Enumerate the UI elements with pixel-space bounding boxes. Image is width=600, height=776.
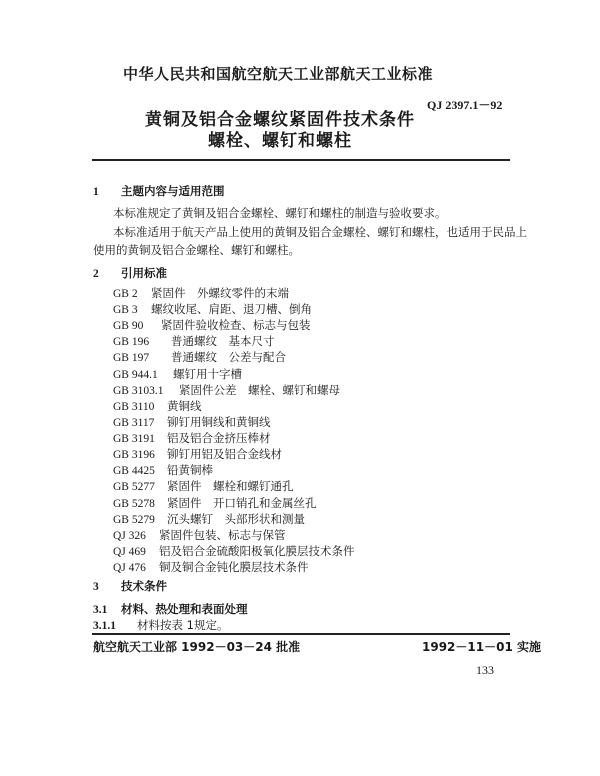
section-number: 1 [93,186,99,198]
subsection-heading: 3.1 材料、热处理和表面处理 [93,602,248,616]
reference-item: QJ 476 铜及铜合金钝化膜层技术条件 [113,560,309,574]
document-title: 黄铜及铝合金螺纹紧固件技术条件 [145,110,415,130]
reference-item: GB 4425 铅黄铜棒 [113,463,213,478]
reference-item: QJ 469 铝及铝合金硫酸阳极氧化膜层技术条件 [113,543,355,558]
implementation-date: 1992－11－01 实施 [422,640,541,654]
section-title: 主题内容与适用范围 [121,184,225,198]
section-heading-3 [93,578,167,594]
reference-item: GB 3103.1 紧固件公差 螺栓、螺钉和螺母 [113,382,340,397]
reference-item: GB 5277 紧固件 螺栓和螺钉通孔 [113,479,294,494]
paragraph: 本标准适用于航天产品上使用的黄铜及铝合金螺栓、螺钉和螺柱，也适用于民品上 [113,225,527,239]
reference-item: GB 2 紧固件 外螺纹零件的末端 [113,286,289,300]
section-heading-2 [93,265,167,281]
page-number: 133 [476,663,494,677]
section-number: 2 [93,268,99,280]
reference-item: GB 5278 紧固件 开口销孔和金属丝孔 [113,495,317,510]
reference-item: GB 3 螺纹收尾、肩距、退刀槽、倒角 [113,302,312,317]
reference-item: GB 3117 铆钉用铜线和黄铜线 [113,414,271,429]
reference-item: QJ 326 紧固件包装、标志与保管 [113,527,286,542]
section-title: 技术条件 [121,579,167,593]
reference-item: GB 197 普通螺纹 公差与配合 [113,350,286,365]
reference-item: GB 3191 铝及铝合金挤压棒材 [113,431,271,446]
section-title: 引用标准 [121,266,167,280]
section-number: 3 [93,581,99,593]
footer-divider [92,633,510,635]
document-subtitle: 螺栓、螺钉和螺柱 [208,131,352,151]
reference-item: GB 944.1 螺钉用十字槽 [113,366,242,381]
reference-item: GB 90 紧固件验收检查、标志与包装 [113,318,311,333]
subsection-clause: 3.1.1 材料按表 1规定。 [93,618,229,632]
header-divider [92,159,510,161]
reference-item: GB 5279 沉头螺钉 头部形状和测量 [113,511,305,526]
paragraph: 本标准规定了黄铜及铝合金螺栓、螺钉和螺柱的制造与验收要求。 [113,206,447,220]
section-heading-1 [93,183,225,199]
paragraph: 使用的黄铜及铝合金螺栓、螺钉和螺柱。 [93,243,300,257]
approval-date: 航空航天工业部 1992－03－24 批准 [93,640,301,654]
reference-item: GB 3196 铆钉用铝及铝合金线材 [113,447,282,462]
reference-item: GB 3110 黄铜线 [113,398,202,413]
issuing-organization: 中华人民共和国航空航天工业部航天工业标准 [123,65,434,83]
reference-item: GB 196 普通螺纹 基本尺寸 [113,334,275,349]
standard-code: QJ 2397.1－92 [427,98,503,112]
